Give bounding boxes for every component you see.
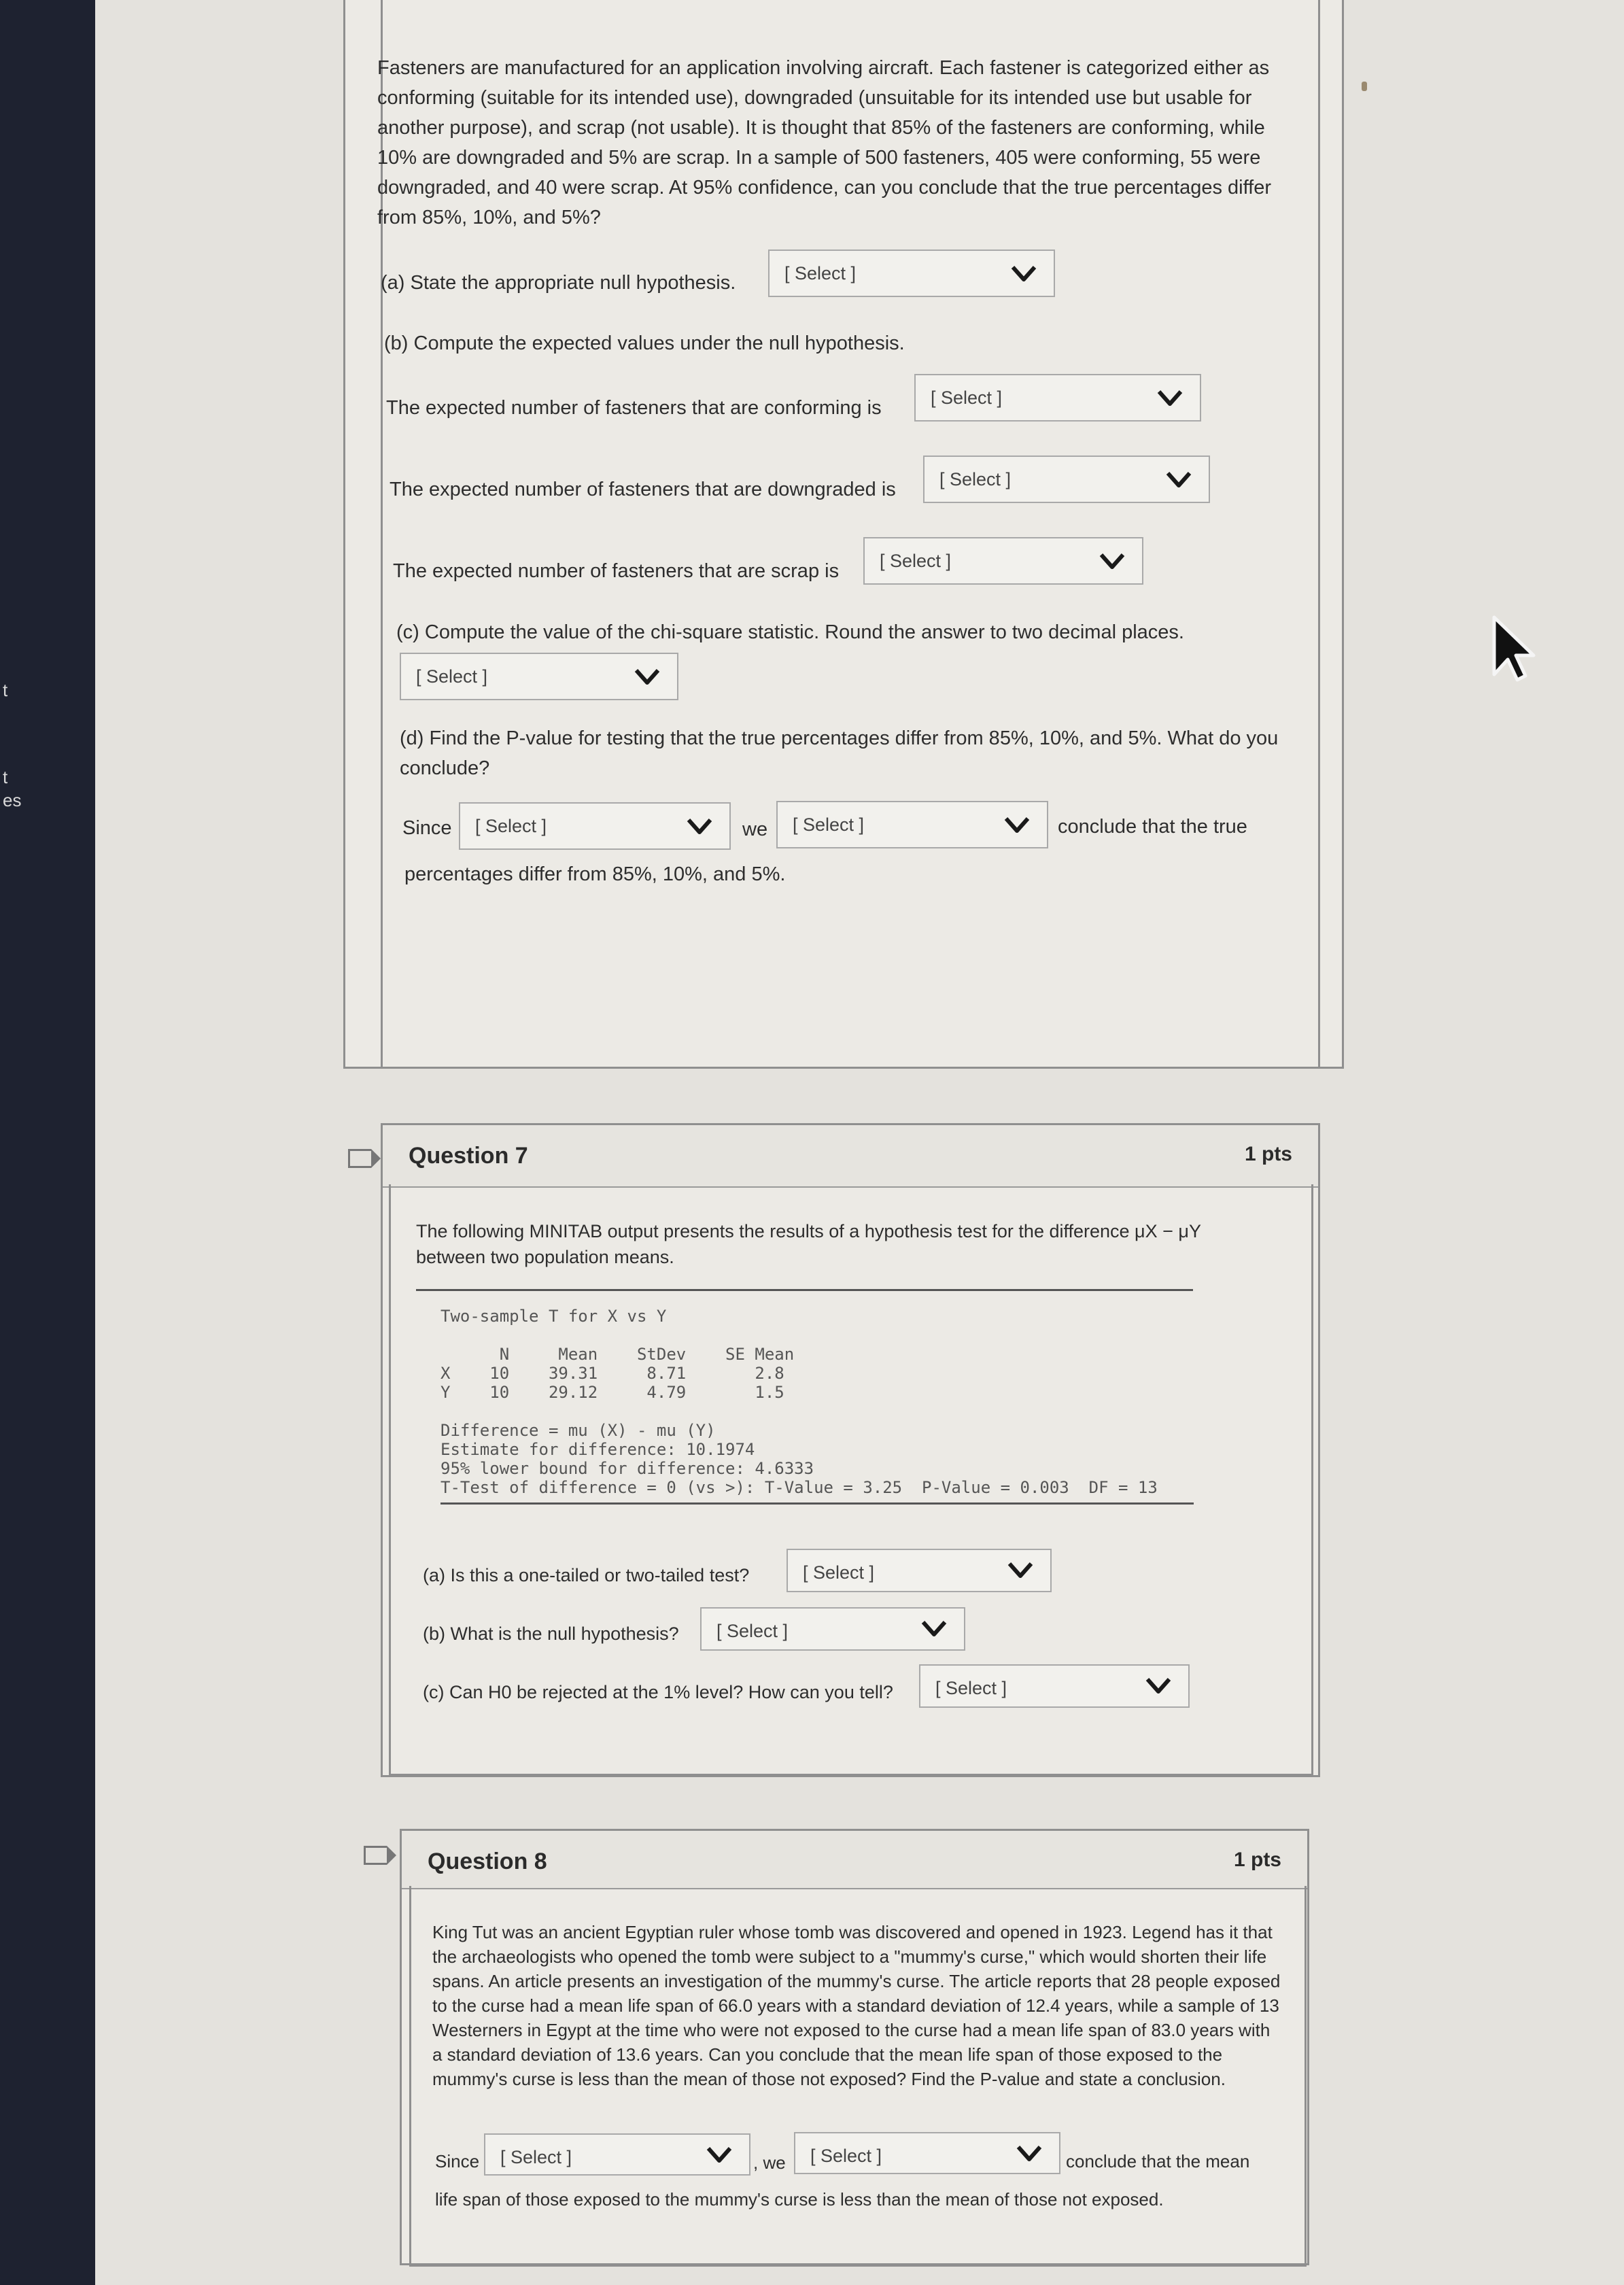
q8-since: Since xyxy=(435,2151,480,2171)
q6-a-select[interactable] xyxy=(768,250,1055,297)
select-placeholder: [ Select ] xyxy=(416,666,488,687)
minitab-output: Two-sample T for X vs Y N Mean StDev SE Mean X 10 39.31 8.71 2.8 Y 10 29.12 4.79 1.5 Difference = mu (X) - mu (Y) Estimate for difference: 10.1974 95% lower bound for difference: 4.6333 T-Test of difference = 0 (vs >): T-Value = 3.25 P-Value = 0.003 DF = 13 xyxy=(440,1307,1158,1497)
q7-intro: The following MINITAB output presents the results of a hypothesis test for the difference μX − μY between two population means. xyxy=(416,1221,1201,1267)
question-7-header xyxy=(383,1125,1318,1188)
question-8-points: 1 pts xyxy=(1233,1849,1281,1871)
select-placeholder: [ Select ] xyxy=(784,263,857,284)
chevron-down-icon xyxy=(1156,386,1184,411)
q8-we: , we xyxy=(753,2152,786,2173)
select-placeholder: [ Select ] xyxy=(803,1562,875,1583)
q6-d-since: Since xyxy=(402,817,452,839)
q7-reject-select[interactable] xyxy=(919,1664,1190,1708)
q6-conclusion-select[interactable] xyxy=(776,801,1048,848)
q8-pvalue-select[interactable] xyxy=(484,2133,750,2176)
q6-d-label: (d) Find the P-value for testing that the true percentages differ from 85%, 10%, and 5%. What do you conclude? xyxy=(400,727,1279,779)
chevron-down-icon xyxy=(1007,1558,1034,1583)
question-8-title: Question 8 xyxy=(428,1849,547,1874)
q6-b2-text: The expected number of fasteners that are downgraded is xyxy=(390,479,896,500)
select-placeholder: [ Select ] xyxy=(793,814,865,835)
sidebar-fragment: t xyxy=(3,680,8,700)
bookmark-icon[interactable] xyxy=(364,1846,387,1865)
q6-b-label: (b) Compute the expected values under the null hypothesis. xyxy=(384,332,905,354)
q6-intro: Fasteners are manufactured for an application involving aircraft. Each fastener is categorized either as conforming (suitable for its intended use), downgraded (unsuitable for its intended use but usable for another purpose), and scrap (not usable). It is thought that 85% of the fasteners are conforming, while 10% are downgraded and 5% are scrap. In a sample of 500 fasteners, 405 were conforming, 55 were downgraded, and 40 were scrap. At 95% confidence, can you conclude that the true percentages differ from 85%, 10%, and 5%? xyxy=(377,57,1271,228)
q7-c-label: (c) Can H0 be rejected at the 1% level? How can you tell? xyxy=(423,1682,893,1702)
chevron-down-icon xyxy=(1003,813,1031,838)
left-sidebar-strip xyxy=(0,0,95,2285)
minitab-top-rule xyxy=(416,1289,1193,1291)
q6-downgraded-select[interactable] xyxy=(923,456,1210,503)
q6-scrap-select[interactable] xyxy=(863,537,1143,585)
question-7-title: Question 7 xyxy=(409,1143,528,1169)
chevron-down-icon xyxy=(1016,2142,1043,2166)
select-placeholder: [ Select ] xyxy=(475,816,547,836)
chevron-down-icon xyxy=(706,2143,733,2167)
mouse-pointer-icon xyxy=(1482,612,1536,687)
q6-b3-text: The expected number of fasteners that are scrap is xyxy=(393,560,840,582)
q6-d-we: we xyxy=(742,819,768,840)
chevron-down-icon xyxy=(634,665,661,689)
q6-chisquare-select[interactable] xyxy=(400,653,678,700)
select-placeholder: [ Select ] xyxy=(810,2146,882,2166)
chevron-down-icon xyxy=(1145,1674,1172,1698)
chevron-down-icon xyxy=(1099,549,1126,574)
q6-conforming-select[interactable] xyxy=(914,374,1201,422)
minitab-bottom-rule xyxy=(440,1502,1194,1505)
q7-null-select[interactable] xyxy=(700,1607,965,1651)
sidebar-fragment: t xyxy=(3,767,8,787)
select-placeholder: [ Select ] xyxy=(935,1678,1007,1698)
q7-tail-select[interactable] xyxy=(787,1549,1052,1592)
q6-c-label: (c) Compute the value of the chi-square statistic. Round the answer to two decimal places. xyxy=(396,621,1184,643)
chevron-down-icon xyxy=(1010,262,1037,286)
chevron-down-icon xyxy=(1165,468,1192,492)
chevron-down-icon xyxy=(686,814,713,839)
select-placeholder: [ Select ] xyxy=(939,469,1012,489)
question-7-points: 1 pts xyxy=(1244,1143,1292,1165)
bookmark-icon[interactable] xyxy=(348,1149,371,1168)
q6-b1-text: The expected number of fasteners that are conforming is xyxy=(386,397,882,419)
select-placeholder: [ Select ] xyxy=(880,551,952,571)
sidebar-fragment: es xyxy=(3,790,22,810)
q6-pvalue-select[interactable] xyxy=(459,802,731,850)
q6-a-label: (a) State the appropriate null hypothesis. xyxy=(381,272,736,294)
chevron-down-icon xyxy=(920,1617,948,1641)
q8-conclude: conclude that the mean xyxy=(1066,2151,1250,2171)
select-placeholder: [ Select ] xyxy=(931,388,1003,408)
q8-conclusion-select[interactable] xyxy=(794,2132,1060,2174)
select-placeholder: [ Select ] xyxy=(500,2147,572,2167)
q7-a-label: (a) Is this a one-tailed or two-tailed test? xyxy=(423,1565,750,1585)
q7-b-label: (b) What is the null hypothesis? xyxy=(423,1623,679,1644)
q6-d-conclude: conclude that the true xyxy=(1058,816,1247,838)
question-8-header xyxy=(402,1831,1307,1889)
q8-intro: King Tut was an ancient Egyptian ruler whose tomb was discovered and opened in 1923. Legend has it that the archaeologists who opened the tomb were subject to a "mummy's curse," which would shorten their life spans. An article presents an investigation of the mummy's curse. The article reports that 28 people exposed to the curse had a mean life span of 66.0 years with a standard deviation of 12.4 years, while a sample of 13 Westerners in Egypt at the time who were not exposed to the curse had a mean life span of 83.0 years with a standard deviation of 13.6 years. Can you conclude that the mean life span of those exposed to the mummy's curse is less than the mean of those not exposed? Find the P-value and state a conclusion. xyxy=(432,1922,1281,2089)
q8-tail: life span of those exposed to the mummy's curse is less than the mean of those not exposed. xyxy=(435,2189,1164,2210)
q6-d-tail: percentages differ from 85%, 10%, and 5%. xyxy=(404,863,786,885)
stray-mark xyxy=(1362,82,1367,91)
select-placeholder: [ Select ] xyxy=(716,1621,789,1641)
